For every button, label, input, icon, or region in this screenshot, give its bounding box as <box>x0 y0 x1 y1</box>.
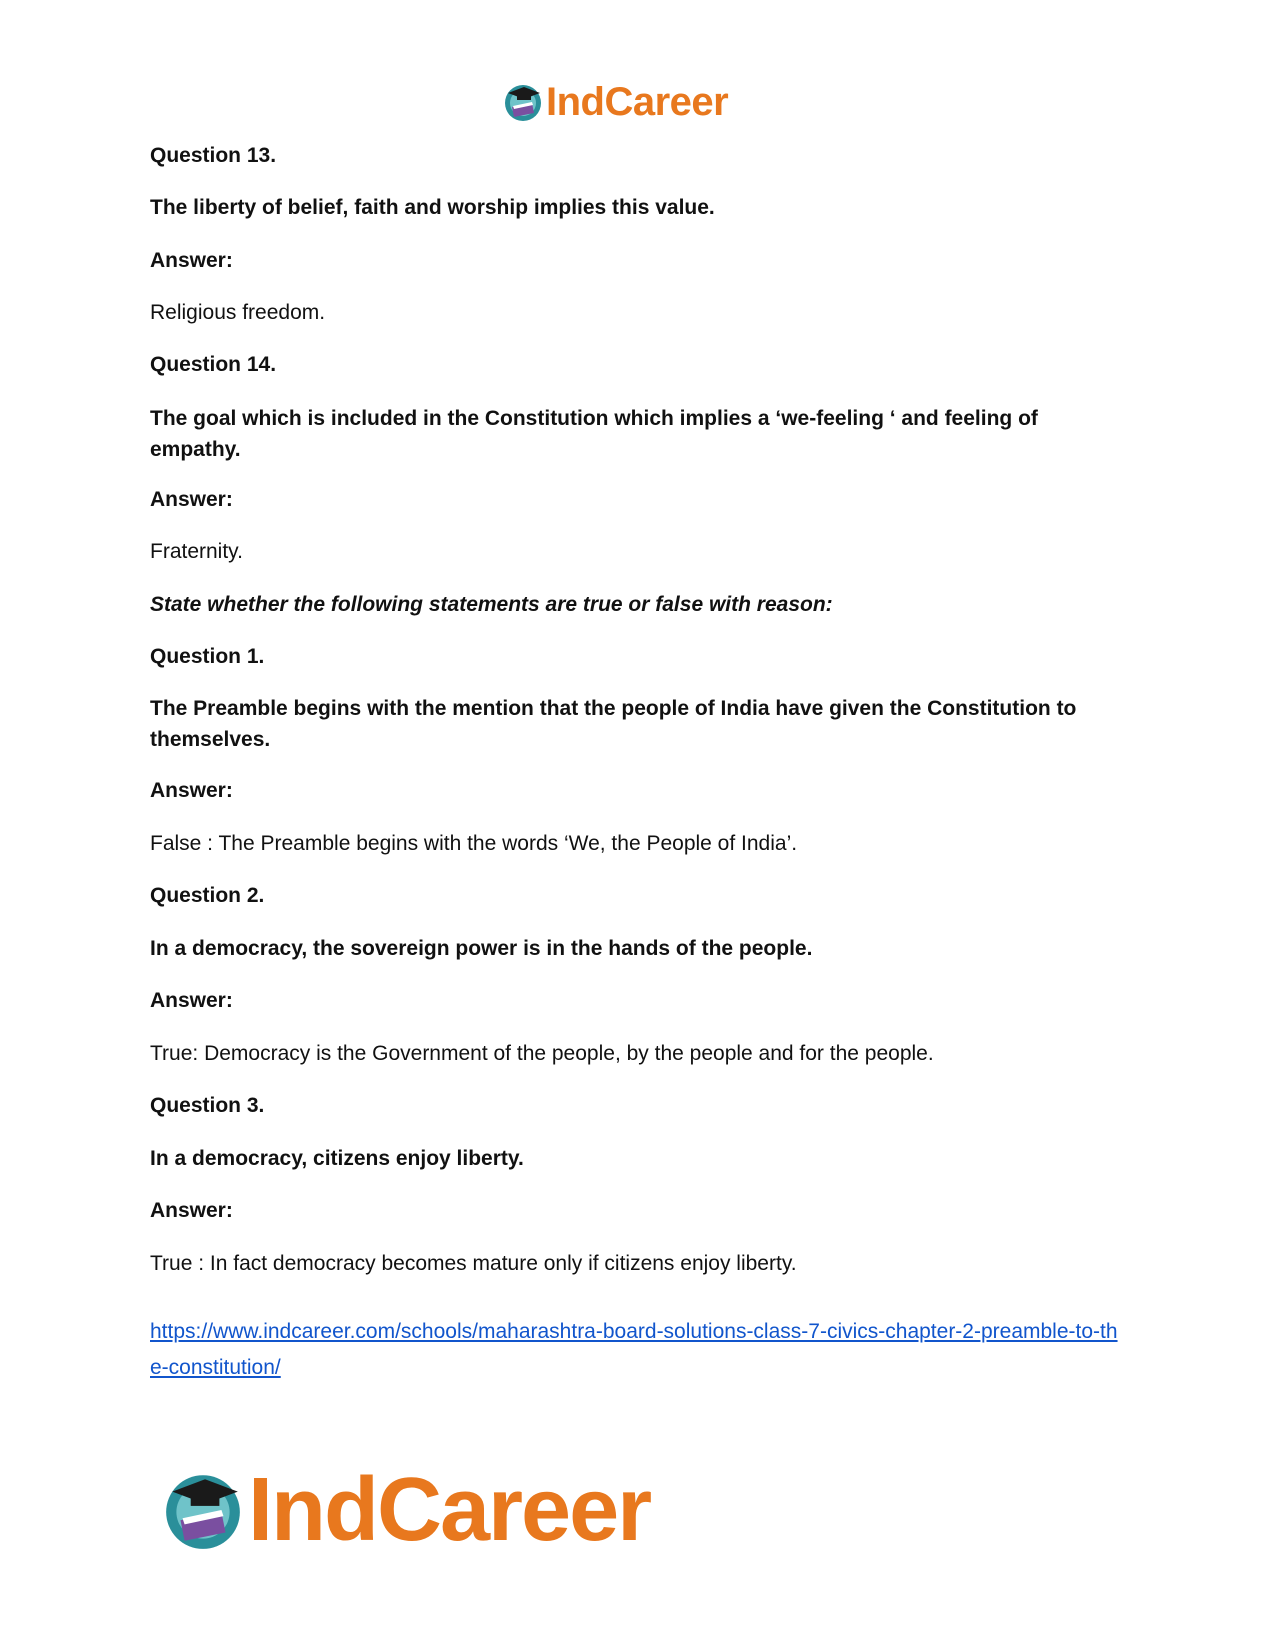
tf2-heading: Question 2. <box>150 884 265 907</box>
source-link[interactable]: https://www.indcareer.com/schools/maharashtra-board-solutions-class-7-civics-chapter-2-preamble-to-the-constitution/ <box>150 1320 1118 1379</box>
tf3-answer: True : In fact democracy becomes mature only if citizens enjoy liberty. <box>150 1252 797 1275</box>
tf3-text: In a democracy, citizens enjoy liberty. <box>150 1147 524 1170</box>
footer-logo <box>160 1459 651 1560</box>
tf1-answer-label: Answer: <box>150 779 233 802</box>
q13-answer: Religious freedom. <box>150 301 326 324</box>
tf2-text: In a democracy, the sovereign power is in the hands of the people. <box>150 937 813 960</box>
q14-answer: Fraternity. <box>150 540 243 563</box>
q13-answer-label: Answer: <box>150 249 233 272</box>
logo-wordmark: IndCareer <box>248 1459 651 1560</box>
graduation-cap-book-globe-icon <box>502 81 544 123</box>
tf1-answer: False : The Preamble begins with the words ‘We, the People of India’. <box>150 832 798 855</box>
tf2-answer: True: Democracy is the Government of the people, by the people and for the people. <box>150 1042 934 1065</box>
section-instruction: State whether the following statements are true or false with reason: <box>150 593 833 616</box>
logo-wordmark: IndCareer <box>546 79 729 124</box>
tf1-text: The Preamble begins with the mention that the people of India have given the Constitution to themselves. <box>150 697 1077 751</box>
q14-text: The goal which is included in the Constitution which implies a ‘we-feeling ‘ and feeling of empathy. <box>150 407 1038 461</box>
tf3-heading: Question 3. <box>150 1094 265 1117</box>
q13-text: The liberty of belief, faith and worship implies this value. <box>150 196 715 219</box>
tf2-answer-label: Answer: <box>150 989 233 1012</box>
graduation-cap-book-globe-icon <box>160 1467 246 1553</box>
q14-heading: Question 14. <box>150 353 277 376</box>
q13-heading: Question 13. <box>150 144 277 167</box>
tf3-answer-label: Answer: <box>150 1199 233 1222</box>
q14-answer-label: Answer: <box>150 488 233 511</box>
header-logo <box>502 80 728 124</box>
tf1-heading: Question 1. <box>150 645 265 668</box>
